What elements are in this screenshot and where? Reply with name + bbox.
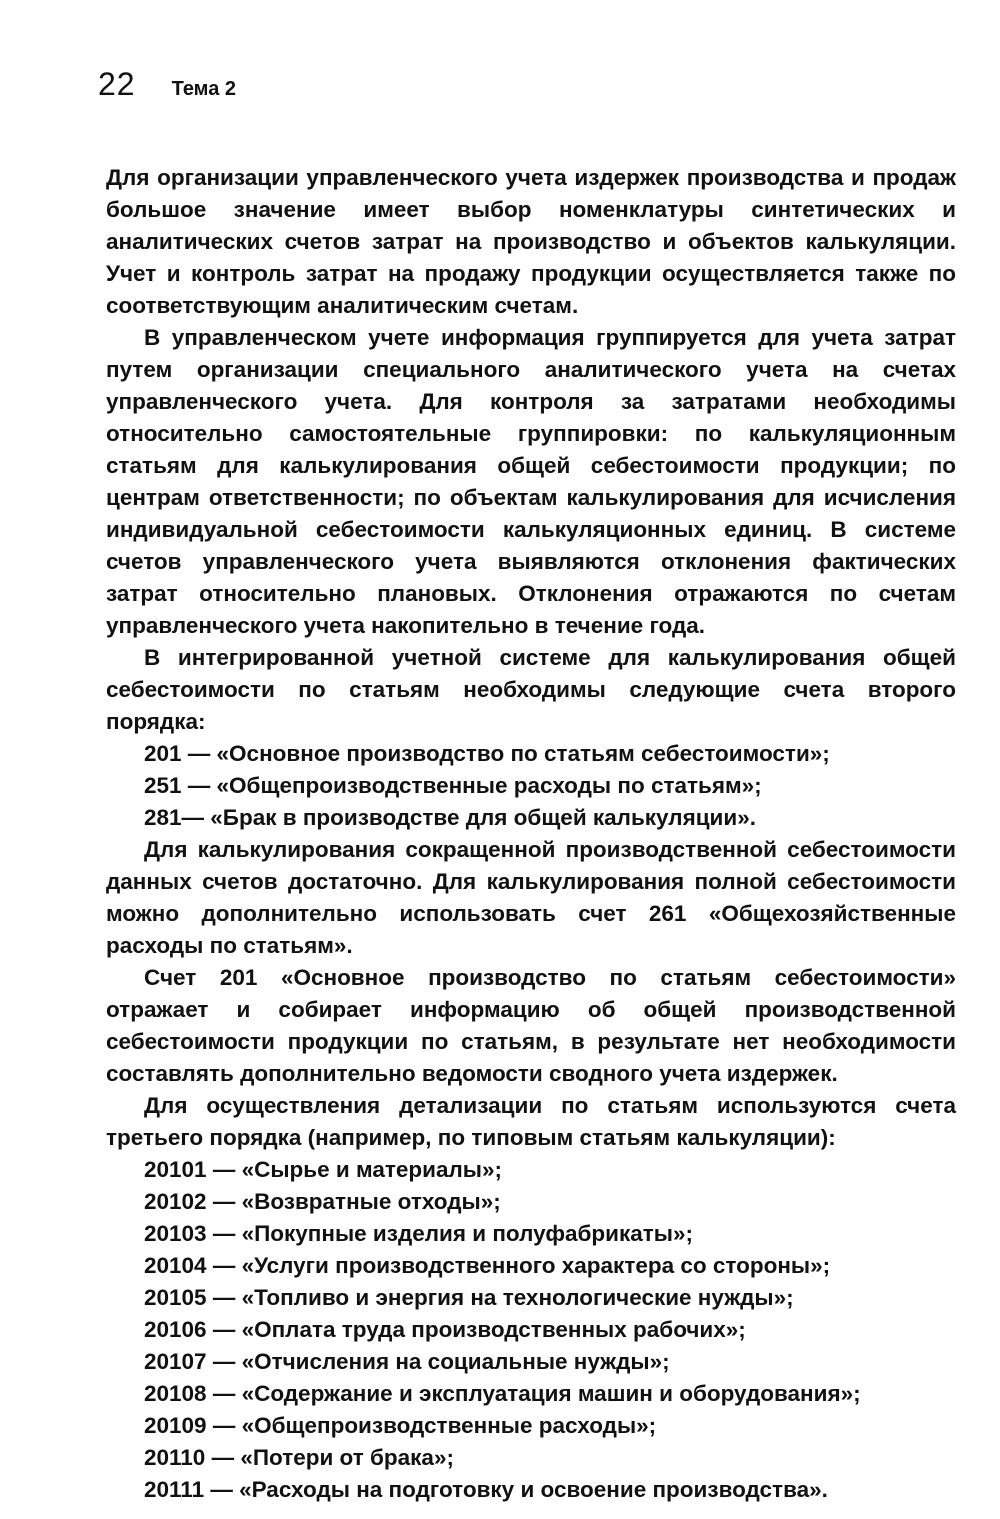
paragraph: Для осуществления детализации по статьям используются счета третьего порядка (например, по типовым статьям калькуляции): [106,1093,956,1150]
paragraph: Счет 201 «Основное производство по статьям себестоимости» отражает и собирает информацию об общей производственной себестоимости продукции по статьям, в результате нет необходимости составлять дополнительно ведомости сводного учета издержек. [106,965,956,1086]
list-item: 281— «Брак в производстве для общей калькуляции». [144,805,756,830]
list-item: 20110 — «Потери от брака»; [144,1445,454,1470]
list-item: 20108 — «Содержание и эксплуатация машин и оборудования»; [144,1381,861,1406]
paragraph: Для калькулирования сокращенной производственной себестоимости данных счетов достаточно. Для калькулирования полной себестоимости можно дополнительно использовать счет 261 «Общехозяйственные расходы по статьям». [106,837,956,958]
paragraph: В управленческом учете информация группируется для учета затрат путем организации специального аналитического учета на счетах управленческого учета. Для контроля за затратами необходимы относительно самостоятельные группировки: по калькуляционным статьям для калькулирования общей себестоимости продукции; по центрам ответственности; по объектам калькулирования для исчисления индивидуальной себестоимости калькуляционных единиц. В системе счетов управленческого учета выявляются отклонения фактических затрат относительно плановых. Отклонения отражаются по счетам управленческого учета накопительно в течение года. [106,325,956,638]
list-item: 20101 — «Сырье и материалы»; [144,1157,502,1182]
third-order-accounts-list [106,1154,956,1506]
paragraph: В интегрированной учетной системе для калькулирования общей себестоимости по статьям необходимы следующие счета второго порядка: [106,645,956,734]
list-item: 20109 — «Общепроизводственные расходы»; [144,1413,657,1438]
list-item: 20102 — «Возвратные отходы»; [144,1189,501,1214]
list-item: 20106 — «Оплата труда производственных рабочих»; [144,1317,746,1342]
second-order-accounts-list [106,738,956,834]
list-item: 20104 — «Услуги производственного характера со стороны»; [144,1253,831,1278]
list-item: 20107 — «Отчисления на социальные нужды»; [144,1349,670,1374]
page-body [106,162,956,1506]
page-header [98,66,236,103]
list-item: 20103 — «Покупные изделия и полуфабрикаты»; [144,1221,694,1246]
running-head: Тема 2 [171,78,237,100]
list-item: 20105 — «Топливо и энергия на технологические нужды»; [144,1285,794,1310]
list-item: 251 — «Общепроизводственные расходы по статьям»; [144,773,762,798]
list-item: 201 — «Основное производство по статьям себестоимости»; [144,741,830,766]
list-item: 20111 — «Расходы на подготовку и освоение производства». [144,1477,828,1502]
paragraph: Для организации управленческого учета издержек производства и продаж большое значение имеет выбор номенклатуры синтетических и аналитических счетов затрат на производство и объектов калькуляции. Учет и контроль затрат на продажу продукции осуществляется также по соответствующим аналитическим счетам. [106,165,956,318]
page-number: 22 [98,66,136,102]
